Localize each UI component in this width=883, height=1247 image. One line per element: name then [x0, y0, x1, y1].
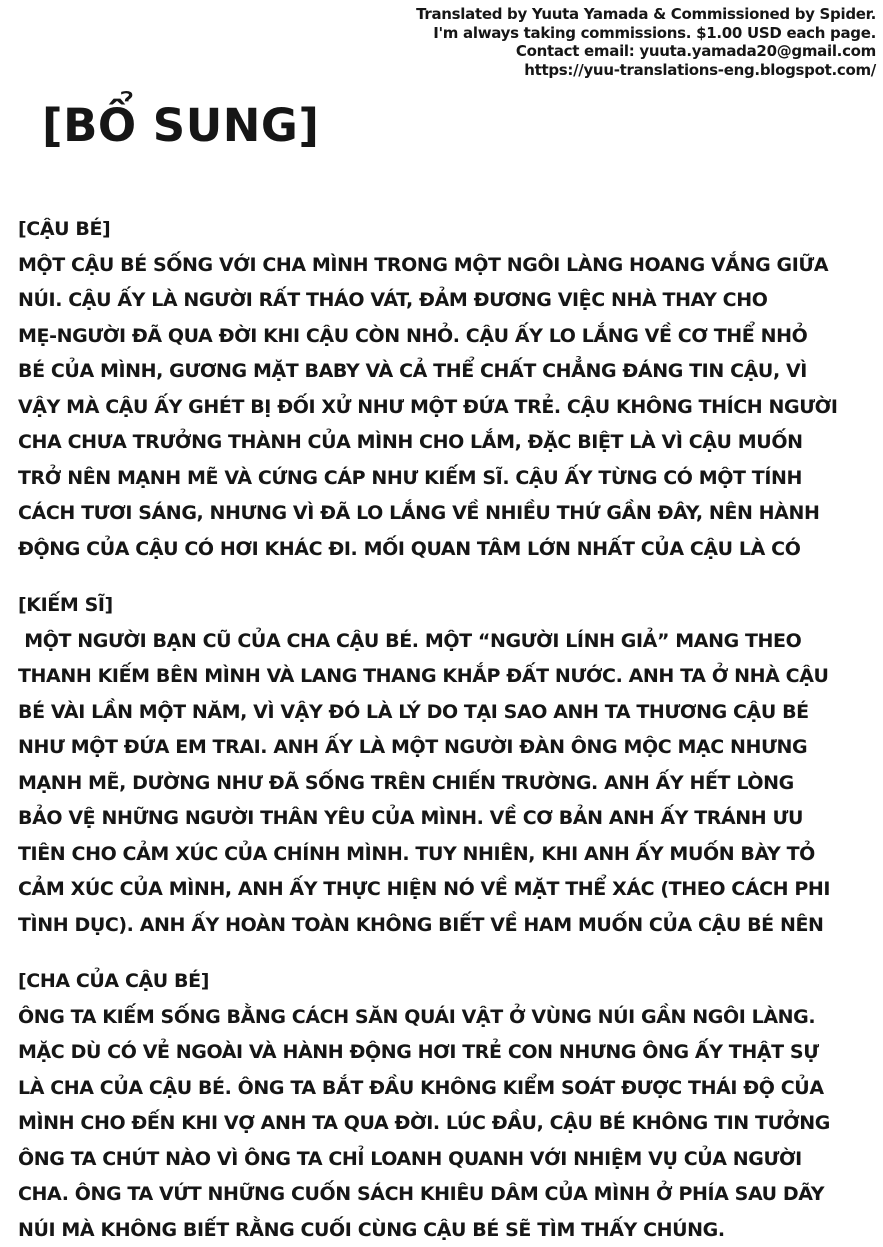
section-boy	[18, 212, 878, 567]
credit-line-commissions: I'm always taking commissions. $1.00 USD each page.	[433, 23, 876, 42]
section-body-father	[18, 1000, 878, 1247]
text-line: LÀ CHA CỦA CẬU BÉ. ÔNG TA BẮT ĐẦU KHÔNG KIỂM SOÁT ĐƯỢC THÁI ĐỘ CỦA	[18, 1076, 824, 1099]
text-line: CÁCH TƯƠI SÁNG, NHƯNG VÌ ĐÃ LO LẮNG VỀ NHIỀU THỨ GẦN ĐÂY, NÊN HÀNH	[18, 502, 820, 524]
section-swordsman	[18, 588, 878, 943]
text-line: TRỞ NÊN MẠNH MẼ VÀ CỨNG CÁP NHƯ KIẾM SĨ. CẬU ẤY TỪNG CÓ MỘT TÍNH	[18, 466, 803, 489]
translator-credits	[416, 5, 876, 79]
text-line: THANH KIẾM BÊN MÌNH VÀ LANG THANG KHẮP ĐẤT NƯỚC. ANH TA Ở NHÀ CẬU	[18, 665, 829, 687]
text-line: MỘT CẬU BÉ SỐNG VỚI CHA MÌNH TRONG MỘT NGÔI LÀNG HOANG VẮNG GIỮA	[18, 253, 829, 276]
section-heading-father: [CHA CỦA CẬU BÉ]	[18, 970, 209, 992]
section-body-boy	[18, 248, 878, 568]
text-line: MỘT NGƯỜI BẠN CŨ CỦA CHA CẬU BÉ. MỘT “NGƯỜI LÍNH GIẢ” MANG THEO	[18, 629, 802, 652]
page-title: [BỔ SUNG]	[42, 99, 320, 152]
section-heading-boy: [CẬU BÉ]	[18, 218, 111, 240]
text-line: VẬY MÀ CẬU ẤY GHÉT BỊ ĐỐI XỬ NHƯ MỘT ĐỨA TRẺ. CẬU KHÔNG THÍCH NGƯỜI	[18, 395, 838, 418]
section-father	[18, 964, 878, 1247]
text-line: TÌNH DỤC). ANH ẤY HOÀN TOÀN KHÔNG BIẾT VỀ HAM MUỐN CỦA CẬU BÉ NÊN	[18, 913, 824, 936]
text-line: CẢM XÚC CỦA MÌNH, ANH ẤY THỰC HIỆN NÓ VỀ MẶT THỂ XÁC (THEO CÁCH PHI	[18, 878, 831, 900]
text-line: BÉ VÀI LẦN MỘT NĂM, VÌ VẬY ĐÓ LÀ LÝ DO TẠI SAO ANH TA THƯƠNG CẬU BÉ	[18, 700, 809, 723]
text-line: BÉ CỦA MÌNH, GƯƠNG MẶT BABY VÀ CẢ THỂ CHẤT CHẲNG ĐÁNG TIN CẬU, VÌ	[18, 360, 807, 382]
text-line: ÔNG TA CHÚT NÀO VÌ ÔNG TA CHỈ LOANH QUANH VỚI NHIỆM VỤ CỦA NGƯỜI	[18, 1147, 802, 1170]
text-line: ÔNG TA KIẾM SỐNG BẰNG CÁCH SĂN QUÁI VẬT Ở VÙNG NÚI GẦN NGÔI LÀNG.	[18, 1005, 816, 1028]
text-line: NÚI MÀ KHÔNG BIẾT RẰNG CUỐI CÙNG CẬU BÉ SẼ TÌM THẤY CHÚNG.	[18, 1218, 725, 1241]
text-line: ĐỘNG CỦA CẬU CÓ HƠI KHÁC ĐI. MỐI QUAN TÂM LỚN NHẤT CỦA CẬU LÀ CÓ	[18, 537, 801, 560]
credit-line-translator: Translated by Yuuta Yamada & Commissioned by Spider.	[416, 5, 876, 23]
text-line: MẶC DÙ CÓ VẺ NGOÀI VÀ HÀNH ĐỘNG HƠI TRẺ CON NHƯNG ÔNG ẤY THẬT SỰ	[18, 1041, 819, 1063]
credit-line-email: Contact email: yuuta.yamada20@gmail.com	[515, 42, 876, 60]
text-line: MẠNH MẼ, DƯỜNG NHƯ ĐÃ SỐNG TRÊN CHIẾN TRƯỜNG. ANH ẤY HẾT LÒNG	[18, 771, 794, 794]
text-line: MÌNH CHO ĐẾN KHI VỢ ANH TA QUA ĐỜI. LÚC ĐẦU, CẬU BÉ KHÔNG TIN TƯỞNG	[18, 1112, 830, 1134]
text-line: NHƯ MỘT ĐỨA EM TRAI. ANH ẤY LÀ MỘT NGƯỜI ĐÀN ÔNG MỘC MẠC NHƯNG	[18, 736, 808, 758]
text-line: BẢO VỆ NHỮNG NGƯỜI THÂN YÊU CỦA MÌNH. VỀ CƠ BẢN ANH ẤY TRÁNH ƯU	[18, 807, 804, 829]
section-body-swordsman	[18, 624, 878, 944]
text-line: TIÊN CHO CẢM XÚC CỦA CHÍNH MÌNH. TUY NHIÊN, KHI ANH ẤY MUỐN BÀY TỎ	[18, 842, 815, 865]
section-heading-swordsman: [KIẾM SĨ]	[18, 594, 113, 616]
text-line: NÚI. CẬU ẤY LÀ NGƯỜI RẤT THÁO VÁT, ĐẢM ĐƯƠNG VIỆC NHÀ THAY CHO	[18, 289, 768, 311]
notes-content	[18, 212, 878, 1247]
text-line: CHA CHƯA TRƯỞNG THÀNH CỦA MÌNH CHO LẮM, ĐẶC BIỆT LÀ VÌ CẬU MUỐN	[18, 431, 803, 453]
credit-line-url: https://yuu-translations-eng.blogspot.com/	[524, 60, 876, 79]
text-line: MẸ-NGƯỜI ĐÃ QUA ĐỜI KHI CẬU CÒN NHỎ. CẬU ẤY LO LẮNG VỀ CƠ THỂ NHỎ	[18, 324, 808, 347]
text-line: CHA. ÔNG TA VỨT NHỮNG CUỐN SÁCH KHIÊU DÂM CỦA MÌNH Ở PHÍA SAU DÃY	[18, 1183, 825, 1205]
